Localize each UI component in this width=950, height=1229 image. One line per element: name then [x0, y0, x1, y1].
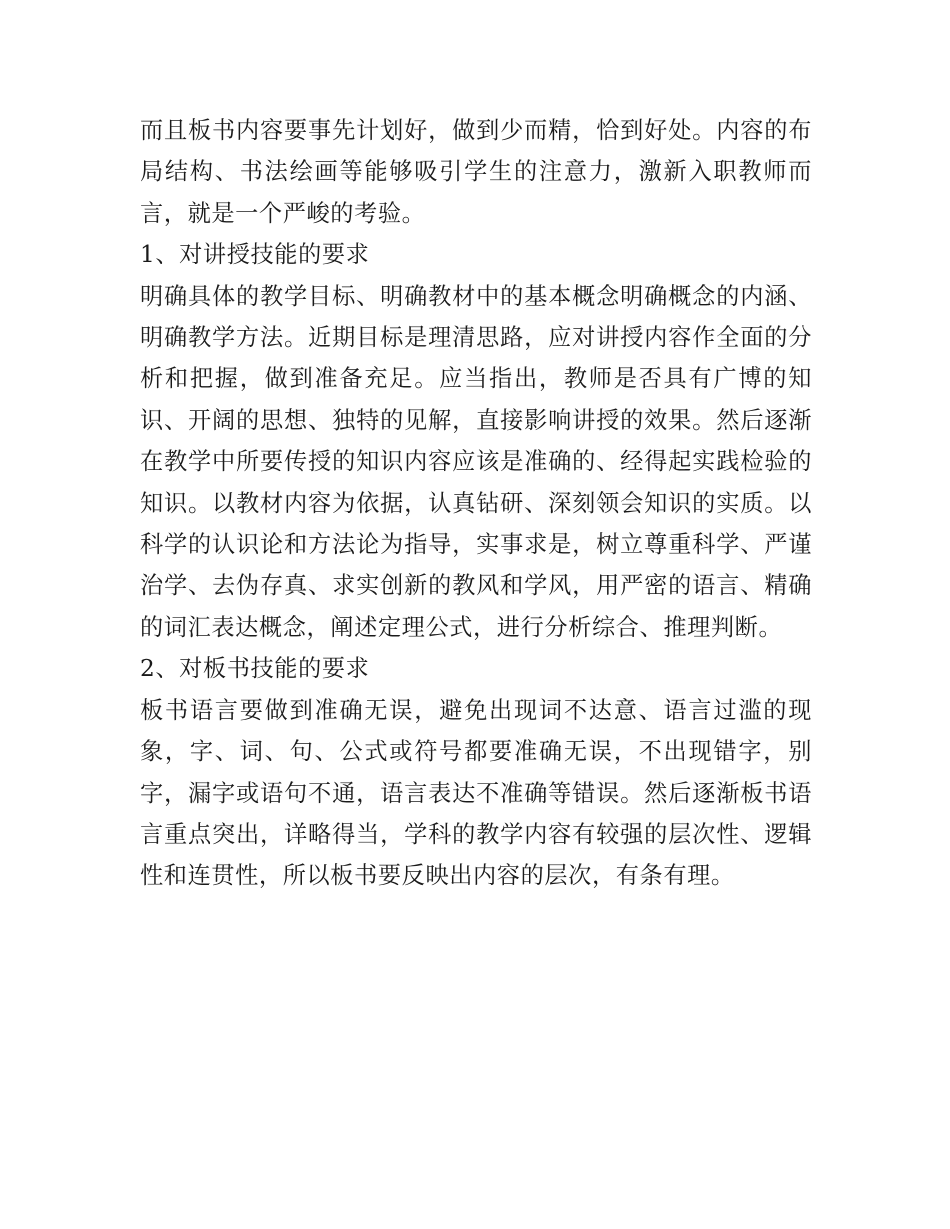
paragraph-intro: 而且板书内容要事先计划好，做到少而精，恰到好处。内容的布局结构、书法绘画等能够吸引学生的注意力，激新入职教师而言，就是一个严峻的考验。 [140, 117, 812, 227]
document-body [140, 110, 812, 897]
paragraph-blackboard-skills: 板书语言要做到准确无误，避免出现词不达意、语言过滥的现象，字、词、句、公式或符号都要准确无误，不出现错字，别字，漏字或语句不通，语言表达不准确等错误。然后逐渐板书语言重点突出，详略得当，学科的教学内容有较强的层次性、逻辑性和连贯性，所以板书要反映出内容的层次，有条有理。 [140, 696, 812, 890]
heading-lecturing-skills: 1、对讲授技能的要求 [140, 241, 370, 269]
paragraph-lecturing-skills: 明确具体的教学目标、明确教材中的基本概念明确概念的内涵、明确教学方法。近期目标是理清思路，应对讲授内容作全面的分析和把握，做到准备充足。应当指出，教师是否具有广博的知识、开阔的思想、独特的见解，直接影响讲授的效果。然后逐渐在教学中所要传授的知识内容应该是准确的、经得起实践检验的知识。以教材内容为依据，认真钻研、深刻领会知识的实质。以科学的认识论和方法论为指导，实事求是，树立尊重科学、严谨治学、去伪存真、求实创新的教风和学风，用严密的语言、精确的词汇表达概念，阐述定理公式，进行分析综合、推理判断。 [140, 282, 812, 641]
heading-blackboard-skills: 2、对板书技能的要求 [140, 655, 370, 683]
